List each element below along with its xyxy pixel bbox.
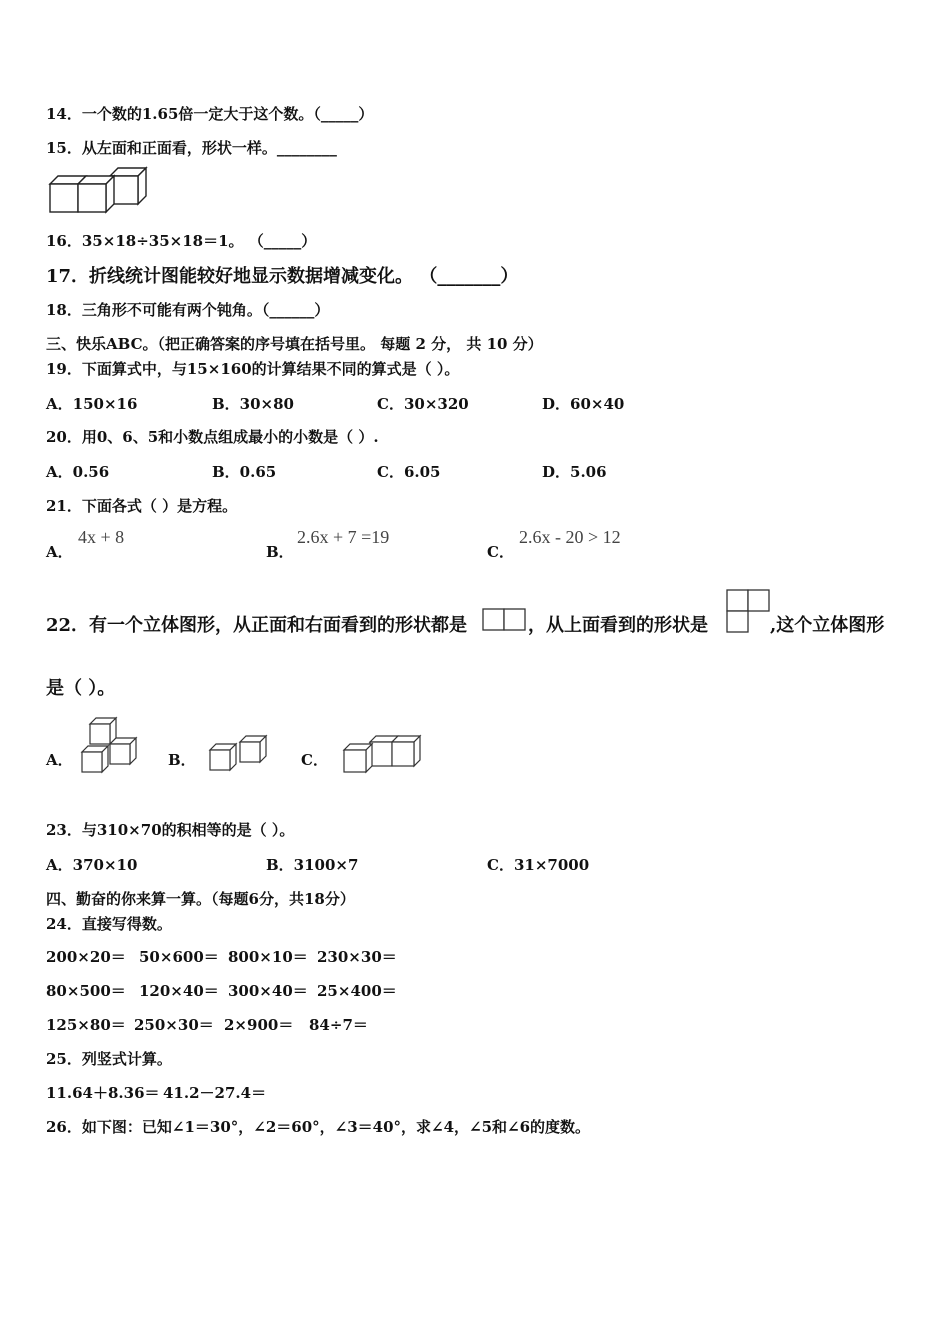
q24-r3-c3: 2×900＝ xyxy=(224,1016,294,1034)
q25-item-2: 41.2－27.4＝ xyxy=(163,1084,267,1102)
q24-r3-c4: 84÷7＝ xyxy=(309,1016,368,1034)
q19-option-b: B．30×80 xyxy=(212,395,294,413)
q22-figure-b xyxy=(206,734,272,776)
q22-option-b: B． xyxy=(168,751,196,769)
q22-figure-a xyxy=(78,714,144,776)
question-14: 14．一个数的1.65倍一定大于这个数。（_____） xyxy=(46,105,374,123)
q19-option-d: D．60×40 xyxy=(542,395,625,413)
q23-option-b: B．3100×7 xyxy=(266,856,359,874)
q21-option-c: C． xyxy=(487,543,514,561)
question-25-stem: 25．列竖式计算。 xyxy=(46,1050,172,1068)
q24-r3-c1: 125×80＝ xyxy=(46,1016,126,1034)
q24-r3-c2: 250×30＝ xyxy=(134,1016,214,1034)
question-18: 18．三角形不可能有两个钝角。（______） xyxy=(46,301,330,319)
q20-option-a: A．0.56 xyxy=(46,463,110,481)
q22-text-part1: 22．有一个立体图形，从正面和右面看到的形状都是 xyxy=(46,615,468,636)
q22-option-c: C． xyxy=(301,751,328,769)
question-17: 17．折线统计图能较好地显示数据增减变化。 （_______） xyxy=(46,266,519,287)
q20-option-b: B．0.65 xyxy=(212,463,277,481)
q21-option-b: B． xyxy=(266,543,294,561)
q20-option-d: D．5.06 xyxy=(542,463,607,481)
q24-r2-c4: 25×400＝ xyxy=(317,982,397,1000)
q24-r1-c3: 800×10＝ xyxy=(228,948,308,966)
q24-r2-c1: 80×500＝ xyxy=(46,982,126,1000)
q23-option-c: C．31×7000 xyxy=(487,856,590,874)
question-19-stem: 19．下面算式中，与15×160的计算结果不同的算式是（ ）。 xyxy=(46,360,460,378)
q22-option-a: A． xyxy=(46,751,73,769)
q21-option-a: A． xyxy=(46,543,73,561)
cube-figure-q15 xyxy=(46,166,152,216)
q20-option-c: C．6.05 xyxy=(377,463,441,481)
q25-item-1: 11.64＋8.36＝ xyxy=(46,1084,160,1102)
q22-text-part2: ，从上面看到的形状是 xyxy=(528,615,708,636)
question-26: 26．如下图：已知∠1＝30°，∠2＝60°，∠3＝40°，求∠4，∠5和∠6的度数。 xyxy=(46,1118,591,1136)
question-20-stem: 20．用0、6、5和小数点组成最小的小数是（ ）. xyxy=(46,428,379,446)
q21-expr-b: 2.6x + 7 =19 xyxy=(297,527,390,547)
q22-text-part4: 是（ ）。 xyxy=(46,678,116,699)
section-3-title: 三、快乐ABC。（把正确答案的序号填在括号里。 每题 2 分， 共 10 分） xyxy=(46,335,543,353)
section-4-title: 四、勤奋的你来算一算。（每题6分，共18分） xyxy=(46,890,355,908)
question-16: 16．35×18÷35×18＝1。 （_____） xyxy=(46,232,317,250)
q22-figure-c xyxy=(340,734,428,776)
question-21-stem: 21．下面各式（ ）是方程。 xyxy=(46,497,238,515)
q24-r1-c2: 50×600＝ xyxy=(139,948,219,966)
q23-option-a: A．370×10 xyxy=(46,856,138,874)
q19-option-c: C．30×320 xyxy=(377,395,469,413)
q24-r1-c4: 230×30＝ xyxy=(317,948,397,966)
q21-expr-a: 4x + 8 xyxy=(78,527,125,547)
q22-text-part3: ,这个立体图形 xyxy=(770,615,885,636)
q19-option-a: A．150×16 xyxy=(46,395,138,413)
q24-r2-c2: 120×40＝ xyxy=(139,982,219,1000)
question-23-stem: 23．与310×70的积相等的是（ ）。 xyxy=(46,821,295,839)
question-15: 15．从左面和正面看，形状一样。________ xyxy=(46,139,337,157)
q24-r1-c1: 200×20＝ xyxy=(46,948,126,966)
q24-r2-c3: 300×40＝ xyxy=(228,982,308,1000)
top-view-figure xyxy=(725,589,771,633)
question-24-stem: 24．直接写得数。 xyxy=(46,915,172,933)
front-view-figure xyxy=(482,608,526,632)
q21-expr-c: 2.6x - 20 > 12 xyxy=(519,527,621,547)
